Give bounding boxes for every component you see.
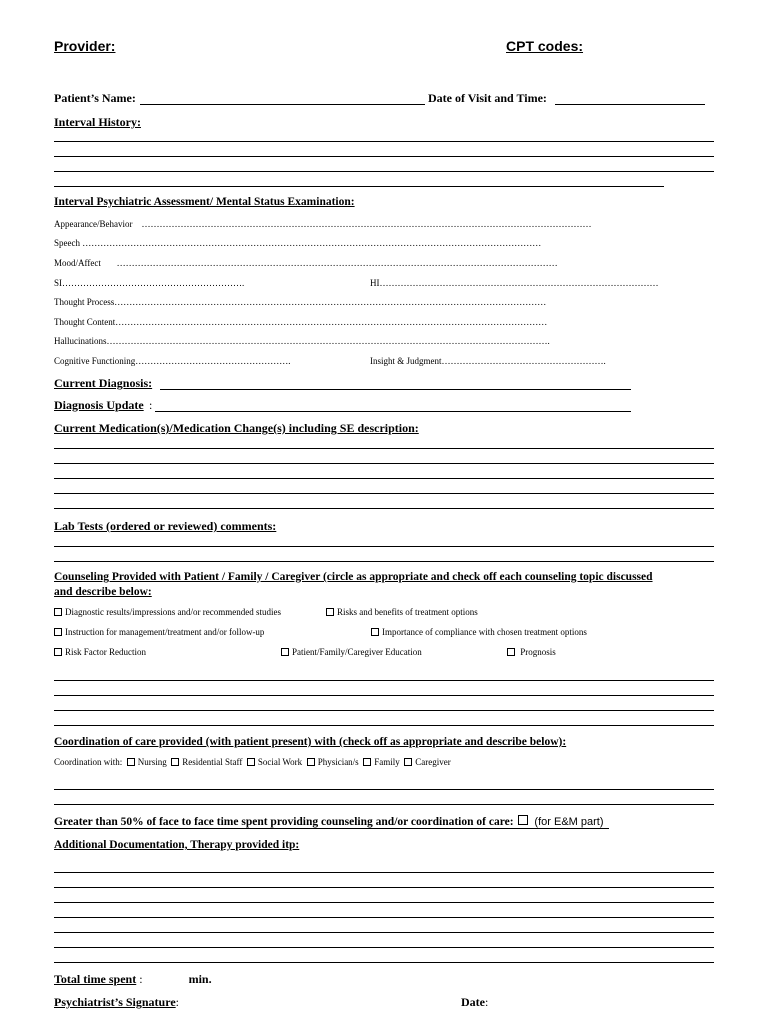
thought-content-label: Thought Content: [54, 317, 116, 327]
opt-residential: Residential Staff: [182, 757, 243, 767]
greater-than-50-row: [54, 815, 609, 829]
signature-date-row[interactable]: Date:: [461, 995, 489, 1009]
date-of-visit-field[interactable]: [555, 104, 705, 105]
checkbox-icon[interactable]: [518, 815, 528, 825]
mse-appearance-row[interactable]: Appearance/Behavior ……………………………………………………………………………………………………………………………………: [54, 219, 592, 229]
counseling-line[interactable]: [54, 680, 714, 681]
mse-thought-process-row[interactable]: Thought Process………………………………………………………………………………………………………………………………: [54, 297, 547, 307]
medication-line[interactable]: [54, 463, 714, 464]
option-prognosis[interactable]: Prognosis: [507, 647, 556, 657]
total-time-row[interactable]: Total time spent : min.: [54, 972, 212, 986]
interval-history-label: Interval History:: [54, 115, 141, 129]
counseling-title-line1: Counseling Provided with Patient / Family / Caregiver (circle as appropriate and check off each counseling topic discussed: [54, 571, 653, 583]
appearance-label: Appearance/Behavior: [54, 219, 133, 229]
current-diagnosis-label: Current Diagnosis:: [54, 376, 153, 390]
medication-label: Current Medication(s)/Medication Change(s) including SE description:: [54, 421, 419, 435]
insight-label: Insight & Judgment: [370, 356, 442, 366]
greater-than-50-label: Greater than 50% of face to face time spent providing counseling and/or coordination of care:: [54, 816, 514, 828]
opt-social-work: Social Work: [257, 757, 303, 767]
provider-label: Provider:: [54, 38, 116, 54]
additional-line[interactable]: [54, 947, 714, 948]
additional-line[interactable]: [54, 962, 714, 963]
checkbox-icon[interactable]: [281, 648, 289, 656]
patient-name-label: Patient’s Name:: [54, 91, 136, 105]
checkbox-icon[interactable]: [54, 628, 62, 636]
opt-caregiver: Caregiver: [415, 757, 451, 767]
si-label: SI: [54, 278, 63, 288]
counseling-line[interactable]: [54, 725, 714, 726]
mse-cognitive-row[interactable]: Cognitive Functioning…………………………………………….: [54, 356, 291, 366]
hi-label: HI: [370, 278, 380, 288]
additional-documentation-label: Additional Documentation, Therapy provided itp:: [54, 839, 300, 851]
checkbox-icon[interactable]: [171, 758, 179, 766]
option-instruction[interactable]: Instruction for management/treatment and/or follow-up: [54, 627, 264, 637]
mse-thought-content-row[interactable]: Thought Content………………………………………………………………………………………………………………………………: [54, 317, 548, 327]
medication-line[interactable]: [54, 493, 714, 494]
mse-hallucinations-row[interactable]: Hallucinations………………………………………………………………………………………………………………………………….: [54, 336, 550, 346]
signature-date-label: Date: [461, 995, 485, 1009]
option-diagnostic-results[interactable]: Diagnostic results/impressions and/or recommended studies: [54, 607, 281, 617]
total-time-label: Total time spent: [54, 972, 137, 986]
mse-hi-row[interactable]: HI…………………………………………………………………………………: [370, 278, 659, 288]
minutes-unit: min.: [188, 972, 212, 986]
diagnosis-update-label: Diagnosis Update: [54, 398, 144, 412]
opt-physician: Physician/s: [317, 757, 359, 767]
current-diagnosis-field[interactable]: [160, 389, 631, 390]
checkbox-icon[interactable]: [371, 628, 379, 636]
additional-line[interactable]: [54, 932, 714, 933]
option-risks-benefits[interactable]: Risks and benefits of treatment options: [326, 607, 478, 617]
checkbox-icon[interactable]: [404, 758, 412, 766]
medication-line[interactable]: [54, 508, 714, 509]
medication-line[interactable]: [54, 478, 714, 479]
mse-title: Interval Psychiatric Assessment/ Mental Status Examination:: [54, 196, 355, 208]
diagnosis-update-field[interactable]: [155, 411, 631, 412]
interval-history-line[interactable]: [54, 156, 714, 157]
lab-tests-label: Lab Tests (ordered or reviewed) comments:: [54, 519, 277, 533]
interval-history-line[interactable]: [54, 141, 714, 142]
patient-name-field[interactable]: [140, 104, 425, 105]
opt-family: Family: [374, 757, 400, 767]
coordination-row: [54, 757, 451, 767]
coordination-with-label: Coordination with:: [54, 757, 123, 767]
checkbox-icon[interactable]: [307, 758, 315, 766]
additional-line[interactable]: [54, 872, 714, 873]
counseling-title-line2: and describe below:: [54, 586, 152, 598]
mood-label: Mood/Affect: [54, 258, 101, 268]
option-risk-factor[interactable]: Risk Factor Reduction: [54, 647, 146, 657]
additional-line[interactable]: [54, 887, 714, 888]
checkbox-icon[interactable]: [247, 758, 255, 766]
checkbox-icon[interactable]: [54, 648, 62, 656]
option-compliance[interactable]: Importance of compliance with chosen treatment options: [371, 627, 587, 637]
lab-line[interactable]: [54, 546, 714, 547]
coordination-line[interactable]: [54, 789, 714, 790]
em-part-note: (for E&M part): [534, 816, 604, 828]
cpt-codes-label: CPT codes:: [506, 38, 584, 54]
additional-line[interactable]: [54, 902, 714, 903]
mse-si-row[interactable]: SI…………………………………………………….: [54, 278, 245, 288]
checkbox-icon[interactable]: [127, 758, 135, 766]
counseling-line[interactable]: [54, 710, 714, 711]
mse-mood-row[interactable]: Mood/Affect …………………………………………………………………………………………………………………………………: [54, 258, 558, 268]
checkbox-icon[interactable]: [507, 648, 515, 656]
interval-history-line[interactable]: [54, 186, 664, 187]
option-education[interactable]: Patient/Family/Caregiver Education: [281, 647, 422, 657]
hallucinations-label: Hallucinations: [54, 336, 107, 346]
psychiatrist-signature-label: Psychiatrist’s Signature: [54, 995, 176, 1009]
opt-nursing: Nursing: [137, 757, 167, 767]
speech-label: Speech: [54, 238, 80, 248]
cognitive-label: Cognitive Functioning: [54, 356, 136, 366]
additional-line[interactable]: [54, 917, 714, 918]
coordination-title: Coordination of care provided (with patient present) with (check off as appropriate and describe below):: [54, 736, 567, 748]
interval-history-line[interactable]: [54, 171, 714, 172]
medication-line[interactable]: [54, 448, 714, 449]
mse-insight-row[interactable]: Insight & Judgment……………………………………………….: [370, 356, 606, 366]
lab-line[interactable]: [54, 561, 714, 562]
thought-process-label: Thought Process: [54, 297, 115, 307]
coordination-line[interactable]: [54, 804, 714, 805]
checkbox-icon[interactable]: [326, 608, 334, 616]
date-of-visit-label: Date of Visit and Time:: [428, 91, 547, 105]
signature-row[interactable]: Psychiatrist’s Signature:: [54, 995, 180, 1009]
checkbox-icon[interactable]: [54, 608, 62, 616]
checkbox-icon[interactable]: [363, 758, 371, 766]
counseling-line[interactable]: [54, 695, 714, 696]
mse-speech-row[interactable]: Speech ………………………………………………………………………………………………………………………………………: [54, 238, 542, 248]
